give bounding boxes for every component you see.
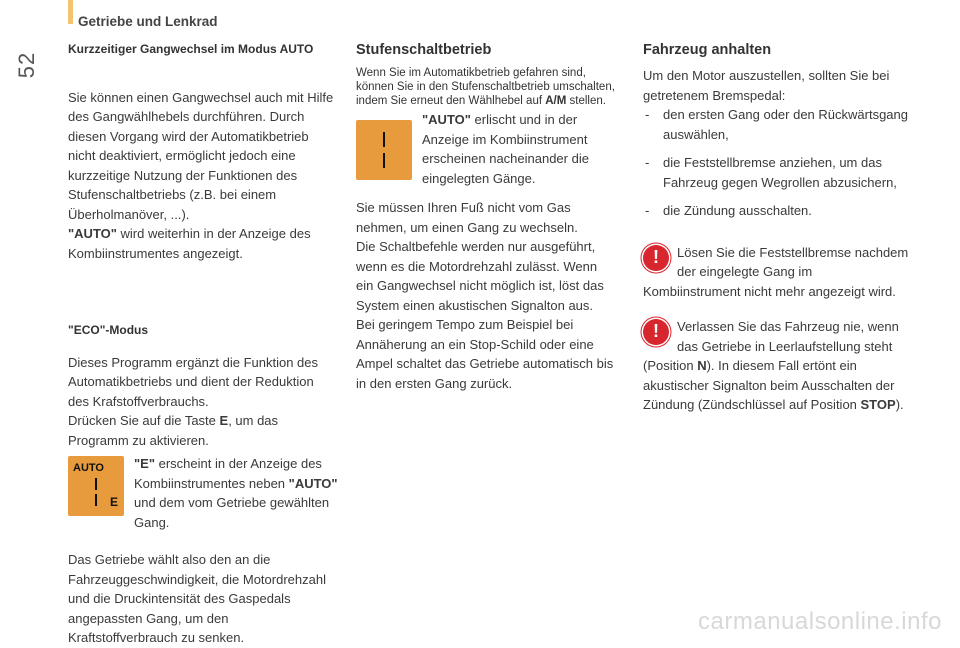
warn2-text-a: Verlassen Sie das Fahrzeug nie, wenn das Getriebe in Leerlaufstellung steht (Position [643,319,899,373]
heading-short-gear-change: Kurzzeitiger Gangwechsel im Modus AUTO [68,42,314,56]
list-item: - den ersten Gang oder den Rückwärtsgang auswählen, [643,105,913,144]
eco-auto-bold: "AUTO" [288,475,338,491]
manual-intro-text-a: Wenn Sie im Automatikbetrieb gefahren sind, können Sie in den Stufenschaltbetrieb umschalten, indem Sie erneut den Wählhebel auf [356,67,615,107]
eco-activate-text-a: Drücken Sie auf die Taste [68,413,220,428]
gear-bar [95,478,97,490]
paragraph-gear-change-text: Sie können einen Gangwechsel auch mit Hilfe des Gangwählhebels durchführen. Durch diesen Vorgang wird der Automatikbetrieb nicht deaktiviert, ermöglicht jedoch eine kurzzeitige Nutzung der Funktionen des Stufenschaltbetriebs (z.B. bei einem Überholmanöver, ...). [68,89,334,222]
display-e-label: E [109,494,118,509]
list-item: - die Zündung ausschalten. [643,201,913,221]
gear-bars-icon [383,132,385,168]
gear-bar [383,132,385,147]
paragraph-gear-change-tail: wird weiterhin in der Anzeige des Kombiinstrumentes angezeigt. [68,226,311,261]
warning-neutral [643,317,913,415]
paragraph-shift-commands: Die Schaltbefehle werden nur ausgeführt, wenn es die Motordrehzahl zulässt. Wenn ein Gangwechsel nicht möglich ist, löst das System einen akustischen Signalton aus. [356,239,604,313]
warning-parking-brake-text: Lösen Sie die Feststellbremse nachdem der eingelegte Gang im Kombiinstrument nicht mehr angezeigt wird. [643,244,909,299]
auto-bold-label: "AUTO" [68,226,117,241]
warning-icon: ! [643,319,669,345]
paragraph-no-lift: Sie müssen Ihren Fuß nicht vom Gas nehmen, um einen Gang zu wechseln. [356,200,578,235]
stop-steps-list [643,105,913,221]
manual-display-block [356,110,618,188]
watermark: carmanualsonline.info [698,608,942,635]
heading-manual-mode: Stufenschaltbetrieb [356,42,492,58]
manual-gear-display-icon [356,120,412,180]
warn2-position-n: N [697,358,707,373]
warn2-text-c: ). [895,397,904,412]
warning-parking-brake [643,243,913,302]
eco-text-2: und dem vom Getriebe gewählten Gang. [134,495,330,530]
manual-mode-intro [356,66,618,108]
header-accent-bar [68,0,73,24]
gear-bars-icon [95,478,97,506]
manual-intro-text-b: stellen. [566,95,606,107]
warning-neutral-text [643,317,913,415]
auto-eco-display-icon [68,456,124,516]
eco-e-bold: "E" [134,456,155,471]
manual-display-desc: erlischt und in der Anzeige im Kombiinstrument erscheinen nacheinander die eingelegten Gänge. [422,112,589,186]
heading-eco-mode: "ECO"-Modus [68,323,149,337]
eco-display-block [68,454,338,532]
gear-bar [95,494,97,506]
header-title: Getriebe und Lenkrad [78,14,218,29]
paragraph-downshift: Bei geringem Tempo zum Beispiel bei Annäherung an ein Stop-Schild oder eine Ampel schaltet das Getriebe automatisch bis in den ersten Gang zurück. [356,317,614,391]
gear-bar [383,153,385,168]
warning-icon: ! [643,245,669,271]
column-middle [356,40,618,393]
warn2-stop: STOP [860,397,896,412]
stop-intro: Um den Motor auszustellen, sollten Sie bei getretenem Bremspedal: [643,68,890,103]
eco-activate-text-b: , um das Programm zu aktivieren. [68,413,279,448]
page-number: 52 [14,51,40,79]
paragraph-eco-program: Dieses Programm ergänzt die Funktion des Automatikbetriebs und dient der Reduktion des Krafstoffverbrauchs. [68,354,319,409]
column-right [643,40,913,415]
manual-auto-bold: "AUTO" [422,112,471,127]
paragraph-gear-change [68,88,338,264]
eco-key-e: E [219,413,229,428]
warn2-text-b: ). In diesem Fall ertönt ein akustischer Signalton beim Ausschalten der Zündung (Zündschlüssel auf Position [643,358,895,412]
eco-text-1: erscheint in der Anzeige des Kombiinstrumentes neben [134,456,322,491]
paragraph-eco-activate [68,411,338,450]
list-item: - die Feststellbremse anziehen, um das Fahrzeug gegen Wegrollen abzusichern, [643,153,913,192]
paragraph-gear-selection: Das Getriebe wählt also den an die Fahrzeuggeschwindigkeit, die Motordrehzahl und die Druckintensität des Gaspedals angepassten Gang, um den Kraftstoffverbrauch zu senken. [68,552,326,645]
manual-intro-am: A/M [545,95,567,107]
column-left [68,40,338,648]
display-auto-label: AUTO [73,462,104,474]
heading-stop-vehicle: Fahrzeug anhalten [643,42,772,58]
